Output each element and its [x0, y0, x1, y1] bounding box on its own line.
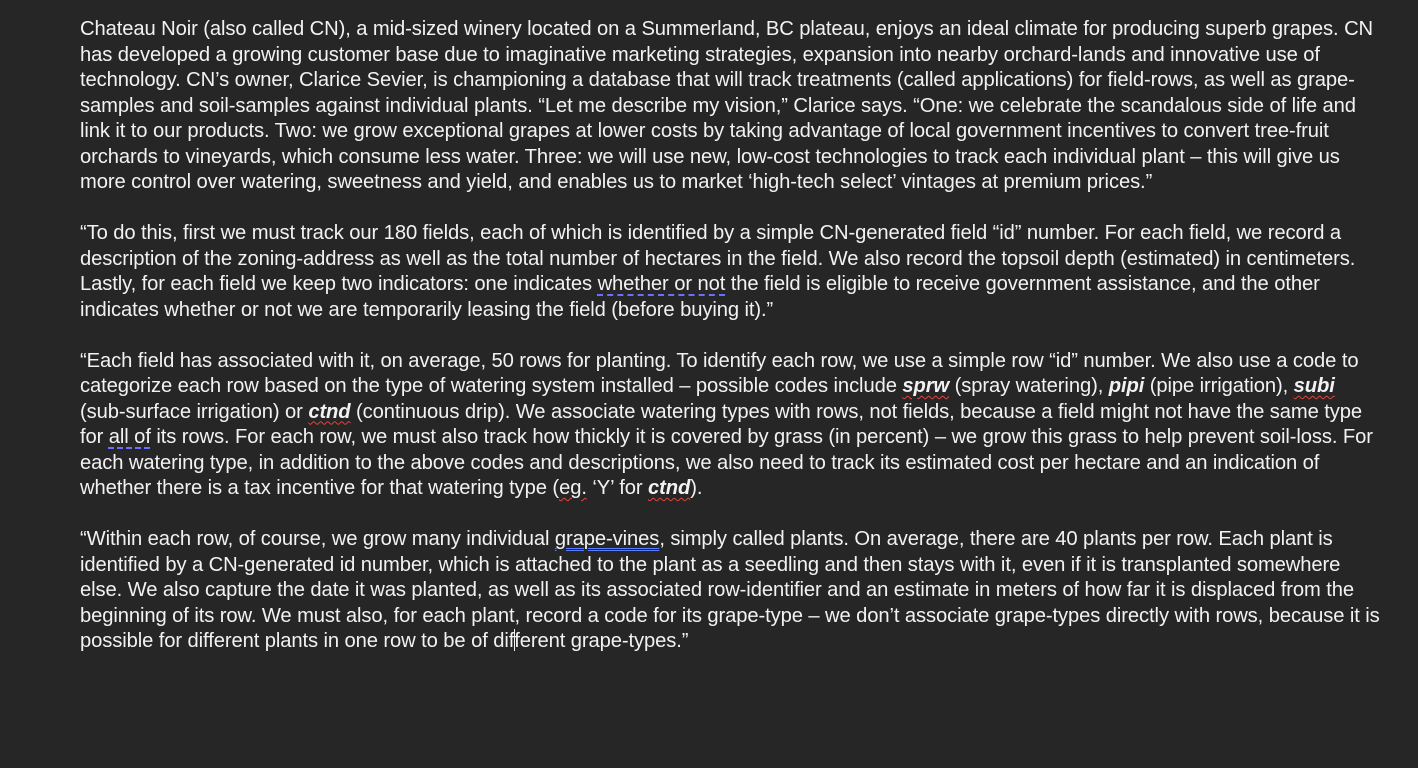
grammar-flag[interactable]: whether or not	[597, 273, 726, 295]
paragraph-intro: Chateau Noir (also called CN), a mid-sized winery located on a Summerland, BC plateau, enjoys an ideal climate for producing superb grapes. CN has developed a growing customer base due to imaginative marketing strategies, expansion into nearby orchard-lands and innovative use of technology. CN’s owner, Clarice Sevier, is championing a database that will track treatments (called applications) for field-rows, as well as grape-samples and soil-samples against individual plants. “Let me describe my vision,” Clarice says. “One: we celebrate the scandalous side of life and link it to our products. Two: we grow exceptional grapes at lower costs by taking advantage of local government incentives to convert tree-fruit orchards to vineyards, which consume less water. Three: we will use new, low-cost technologies to track each individual plant – this will give us more control over watering, sweetness and yield, and enables us to market ‘high-tech select’ vintages at premium prices.”	[80, 18, 1374, 193]
text-run: (spray watering),	[949, 375, 1109, 397]
text-run: (sub-surface irrigation) or	[80, 400, 309, 423]
text-run: “To do this, first we must track our 180 fields, each of which is identified by a simple CN-generated field “id” number. For each field, we record a description of the zoning-address as well as the total number of hectares in the field. We also record the topsoil depth (estimated) in centimeters. Lastly, for each field we keep two indicators: one indicates	[80, 222, 1356, 295]
text-run: dif	[493, 630, 515, 652]
text-run: “Within each row, of course, we grow many individual	[80, 528, 555, 550]
text-run: its rows. For each row, we must also track how thickly it is covered by grass (in percent) – we grow this grass to help prevent soil-loss. For each watering type, in addition to the above codes and descriptions, we also need to track its estimated cost per hectare and an indication of whether there is a tax incentive for that watering type (	[80, 426, 1373, 499]
text-run: ).	[690, 477, 703, 499]
paragraph-plants	[80, 527, 1380, 655]
text-run: (continuous drip). We associate watering types with rows, not fields, because a field might not have the same type for	[80, 400, 1363, 448]
grammar-flag[interactable]: all of	[108, 426, 151, 448]
text-run: “Each field has associated with it, on average, 50 rows for planting. To identify each row, we use a simple row “id” number. We also use a code to categorize each row based on the type of watering system installed – possible codes include	[80, 349, 1359, 397]
text-run: the field is eligible to receive government assistance, and the other indicates whether or not we are temporarily leasing the field (before buying it).”	[80, 273, 1320, 321]
text-run: , simply called plants. On average, there are 40 plants per row. Each plant is identified by a CN-generated id number, which is attached to the plant as a seedling and then stays with it, even if it is transplanted somewhere else. We also capture the date it was planted, as well as its associated row-identifier and an estimate in meters of how far it is displaced from the beginning of its row. We must also, for each plant, record a code for its grape-type – we don’t associate grape-types directly with rows, because it is possible for different plants in one row to be of	[80, 528, 1380, 652]
spelling-flag-ctnd[interactable]: ctnd	[308, 400, 351, 423]
code-pipi: pipi	[1108, 375, 1145, 397]
spelling-flag-sprw[interactable]: sprw	[902, 375, 950, 397]
spelling-flag-eg[interactable]: eg.	[559, 477, 587, 499]
paragraph-fields	[80, 221, 1380, 323]
text-run: ‘Y’ for	[586, 477, 648, 499]
style-flag-grape-vines[interactable]: grape-vines	[554, 528, 660, 550]
spelling-flag-ctnd[interactable]: ctnd	[648, 477, 691, 499]
paragraph-rows	[80, 349, 1380, 502]
spelling-flag-subi[interactable]: subi	[1293, 375, 1335, 397]
text-run: ferent grape-types.”	[514, 630, 689, 652]
document-body[interactable]	[80, 17, 1380, 680]
text-run: (pipe irrigation),	[1144, 375, 1294, 397]
